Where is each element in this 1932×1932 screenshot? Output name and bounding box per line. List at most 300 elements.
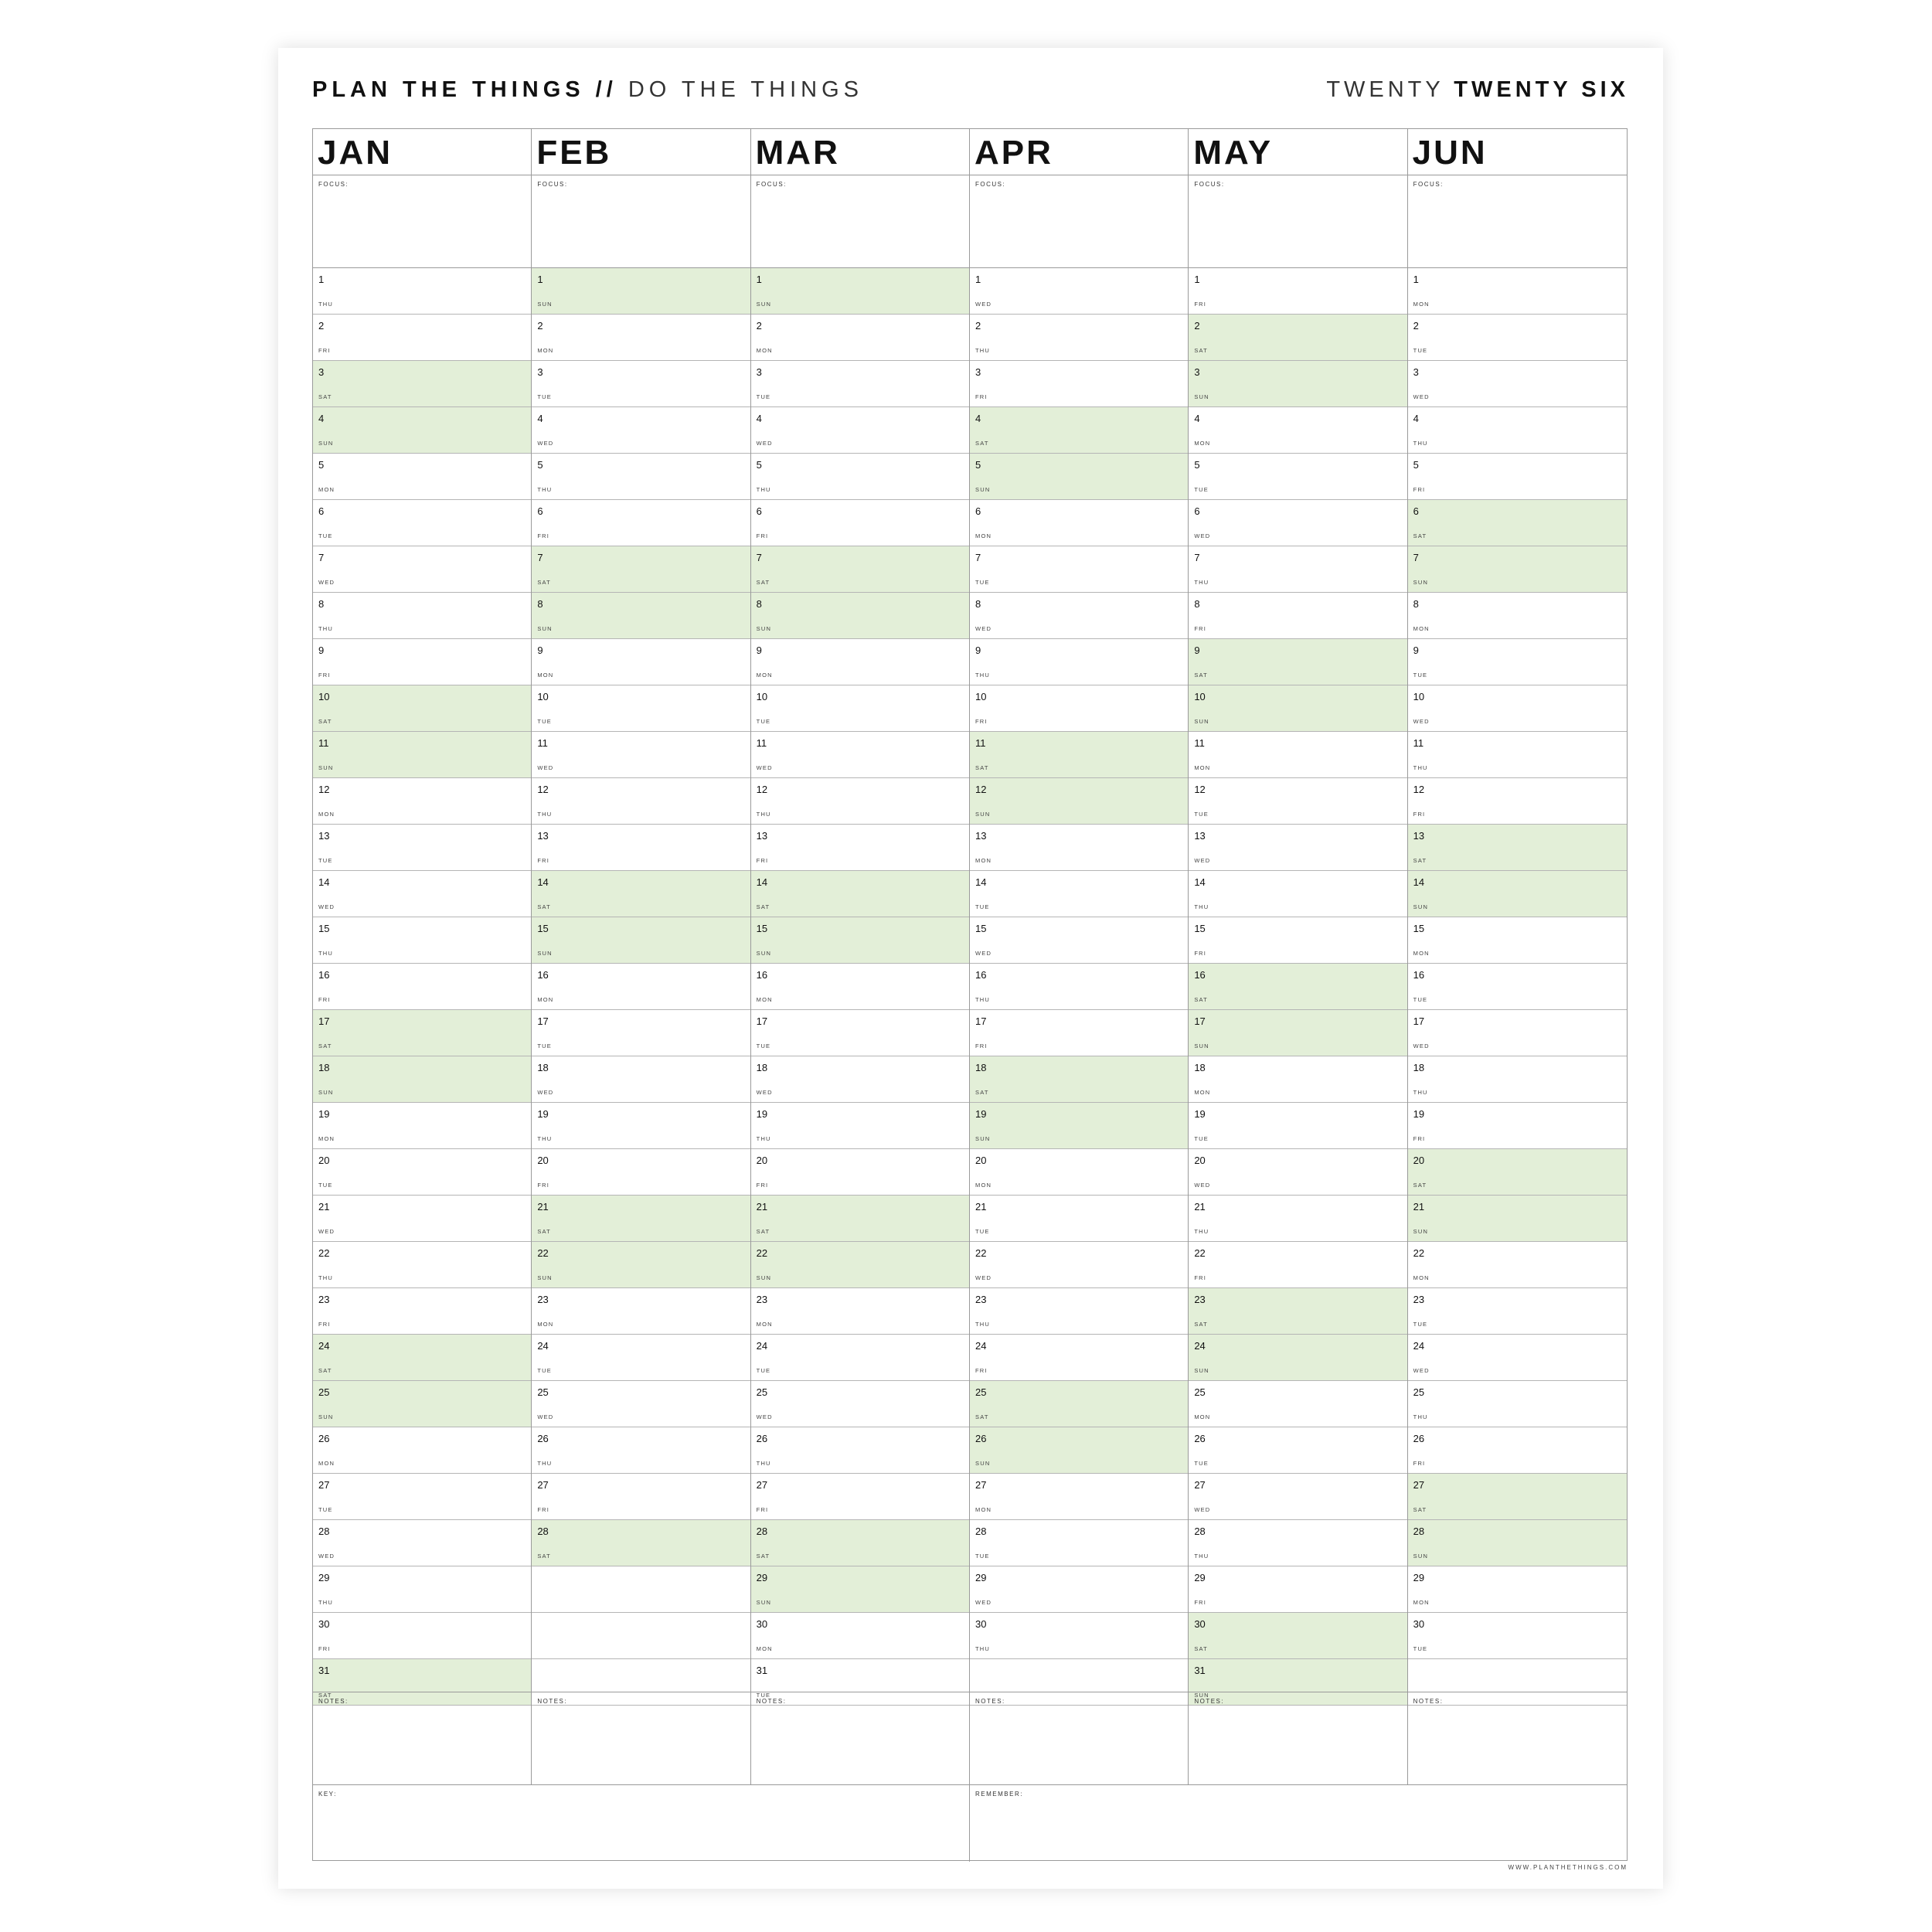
day-cell[interactable] bbox=[532, 1288, 750, 1335]
day-cell[interactable] bbox=[1189, 1196, 1406, 1242]
day-of-week: WED bbox=[537, 764, 554, 771]
day-cell[interactable] bbox=[313, 1613, 531, 1659]
day-cell[interactable] bbox=[532, 1520, 750, 1566]
day-cell[interactable] bbox=[532, 268, 750, 315]
day-cell[interactable] bbox=[1408, 1103, 1627, 1149]
day-cell[interactable] bbox=[970, 268, 1188, 315]
day-of-week: TUE bbox=[1194, 811, 1209, 818]
day-cell[interactable] bbox=[313, 1288, 531, 1335]
remember-box[interactable] bbox=[970, 1785, 1627, 1862]
day-cell[interactable] bbox=[313, 454, 531, 500]
day-cell[interactable] bbox=[532, 732, 750, 778]
day-of-week: TUE bbox=[537, 1043, 552, 1049]
day-cell[interactable] bbox=[532, 1010, 750, 1056]
day-cell[interactable] bbox=[1189, 917, 1406, 964]
day-number: 4 bbox=[537, 413, 543, 424]
day-cell[interactable] bbox=[532, 825, 750, 871]
day-cell[interactable] bbox=[1189, 1149, 1406, 1196]
day-cell[interactable] bbox=[1408, 546, 1627, 593]
day-number: 23 bbox=[1413, 1294, 1425, 1305]
day-cell[interactable] bbox=[970, 500, 1188, 546]
day-of-week: WED bbox=[1413, 1043, 1430, 1049]
day-number: 14 bbox=[1194, 876, 1206, 888]
day-cell[interactable] bbox=[751, 1566, 969, 1613]
day-cell[interactable] bbox=[1408, 1381, 1627, 1427]
empty-day-cell[interactable] bbox=[532, 1613, 750, 1659]
day-number: 18 bbox=[756, 1062, 768, 1073]
day-cell[interactable] bbox=[1408, 732, 1627, 778]
day-cell[interactable] bbox=[1408, 361, 1627, 407]
day-cell[interactable] bbox=[532, 1056, 750, 1103]
day-cell[interactable] bbox=[1189, 1242, 1406, 1288]
day-cell[interactable] bbox=[751, 1056, 969, 1103]
notes-box[interactable] bbox=[532, 1692, 750, 1784]
day-cell[interactable] bbox=[970, 1427, 1188, 1474]
day-cell[interactable] bbox=[532, 361, 750, 407]
day-cell[interactable] bbox=[1408, 964, 1627, 1010]
day-cell[interactable] bbox=[532, 546, 750, 593]
day-cell[interactable] bbox=[970, 825, 1188, 871]
day-of-week: SUN bbox=[756, 1274, 772, 1281]
day-cell[interactable] bbox=[751, 871, 969, 917]
day-cell[interactable] bbox=[532, 1103, 750, 1149]
day-cell[interactable] bbox=[970, 454, 1188, 500]
day-cell[interactable] bbox=[532, 778, 750, 825]
day-cell[interactable] bbox=[1189, 1474, 1406, 1520]
day-number: 5 bbox=[318, 459, 325, 471]
day-cell[interactable] bbox=[751, 917, 969, 964]
day-cell[interactable] bbox=[1189, 1520, 1406, 1566]
day-of-week: MON bbox=[1194, 1413, 1211, 1420]
day-of-week: THU bbox=[1194, 579, 1209, 586]
month-column-mar bbox=[751, 129, 970, 1784]
day-cell[interactable] bbox=[970, 639, 1188, 685]
day-cell[interactable] bbox=[1408, 917, 1627, 964]
month-column-may bbox=[1189, 129, 1407, 1784]
day-cell[interactable] bbox=[313, 639, 531, 685]
day-cell[interactable] bbox=[970, 1103, 1188, 1149]
day-cell[interactable] bbox=[532, 593, 750, 639]
day-cell[interactable] bbox=[970, 315, 1188, 361]
day-number: 18 bbox=[1194, 1062, 1206, 1073]
day-cell[interactable] bbox=[1189, 1288, 1406, 1335]
day-cell[interactable] bbox=[1408, 685, 1627, 732]
day-cell[interactable] bbox=[970, 1520, 1188, 1566]
day-of-week: WED bbox=[537, 1413, 554, 1420]
day-cell[interactable] bbox=[532, 1196, 750, 1242]
day-of-week: MON bbox=[537, 996, 554, 1003]
day-number: 17 bbox=[537, 1015, 549, 1027]
notes-box[interactable] bbox=[1189, 1692, 1406, 1784]
day-number: 29 bbox=[1194, 1572, 1206, 1583]
day-cell[interactable] bbox=[1408, 1242, 1627, 1288]
day-cell[interactable] bbox=[1189, 871, 1406, 917]
day-cell[interactable] bbox=[532, 315, 750, 361]
day-cell[interactable] bbox=[751, 639, 969, 685]
focus-box[interactable] bbox=[532, 175, 750, 268]
day-cell[interactable] bbox=[532, 1335, 750, 1381]
day-cell[interactable] bbox=[970, 917, 1188, 964]
day-of-week: WED bbox=[318, 1553, 335, 1560]
day-of-week: SUN bbox=[975, 1135, 991, 1142]
day-of-week: WED bbox=[1413, 1367, 1430, 1374]
day-cell[interactable] bbox=[970, 593, 1188, 639]
day-cell[interactable] bbox=[313, 964, 531, 1010]
day-cell[interactable] bbox=[970, 778, 1188, 825]
day-number: 17 bbox=[318, 1015, 330, 1027]
day-cell[interactable] bbox=[532, 639, 750, 685]
day-cell[interactable] bbox=[1408, 1566, 1627, 1613]
day-cell[interactable] bbox=[1408, 500, 1627, 546]
day-number: 29 bbox=[756, 1572, 768, 1583]
day-number: 2 bbox=[1413, 320, 1419, 332]
day-of-week: TUE bbox=[756, 393, 771, 400]
notes-box[interactable] bbox=[313, 1692, 531, 1784]
day-cell[interactable] bbox=[532, 1242, 750, 1288]
day-cell[interactable] bbox=[313, 268, 531, 315]
day-cell[interactable] bbox=[751, 1613, 969, 1659]
day-number: 13 bbox=[1413, 830, 1425, 842]
day-number: 30 bbox=[318, 1618, 330, 1630]
day-number: 17 bbox=[756, 1015, 768, 1027]
day-number: 16 bbox=[756, 969, 768, 981]
day-cell[interactable] bbox=[532, 500, 750, 546]
day-cell[interactable] bbox=[751, 593, 969, 639]
day-of-week: FRI bbox=[1194, 1274, 1207, 1281]
day-cell[interactable] bbox=[970, 361, 1188, 407]
day-cell[interactable] bbox=[1189, 1010, 1406, 1056]
day-number: 10 bbox=[318, 691, 330, 702]
day-list bbox=[751, 268, 969, 1706]
focus-box[interactable] bbox=[970, 175, 1188, 268]
day-number: 24 bbox=[756, 1340, 768, 1352]
day-number: 22 bbox=[1413, 1247, 1425, 1259]
day-cell[interactable] bbox=[751, 268, 969, 315]
day-cell[interactable] bbox=[970, 1381, 1188, 1427]
day-cell[interactable] bbox=[1408, 1474, 1627, 1520]
day-cell[interactable] bbox=[970, 871, 1188, 917]
tagline bbox=[312, 77, 863, 103]
day-number: 28 bbox=[756, 1526, 768, 1537]
day-cell[interactable] bbox=[532, 1149, 750, 1196]
day-cell[interactable] bbox=[532, 407, 750, 454]
day-cell[interactable] bbox=[970, 732, 1188, 778]
day-cell[interactable] bbox=[751, 825, 969, 871]
day-cell[interactable] bbox=[970, 1474, 1188, 1520]
day-number: 16 bbox=[975, 969, 987, 981]
day-cell[interactable] bbox=[313, 1056, 531, 1103]
day-number: 14 bbox=[318, 876, 330, 888]
notes-box[interactable] bbox=[751, 1692, 969, 1784]
day-cell[interactable] bbox=[751, 454, 969, 500]
planner-header bbox=[312, 77, 1629, 111]
day-cell[interactable] bbox=[1189, 1335, 1406, 1381]
day-cell[interactable] bbox=[1189, 407, 1406, 454]
day-number: 26 bbox=[975, 1433, 987, 1444]
day-of-week: WED bbox=[756, 764, 773, 771]
day-cell[interactable] bbox=[313, 593, 531, 639]
day-cell[interactable] bbox=[532, 917, 750, 964]
day-cell[interactable] bbox=[970, 1056, 1188, 1103]
day-cell[interactable] bbox=[1408, 825, 1627, 871]
day-cell[interactable] bbox=[313, 917, 531, 964]
empty-day-cell[interactable] bbox=[532, 1566, 750, 1613]
day-cell[interactable] bbox=[1189, 315, 1406, 361]
day-cell[interactable] bbox=[1189, 1427, 1406, 1474]
day-number: 7 bbox=[975, 552, 981, 563]
day-cell[interactable] bbox=[751, 1520, 969, 1566]
day-cell[interactable] bbox=[313, 1520, 531, 1566]
day-of-week: TUE bbox=[318, 857, 333, 864]
day-cell[interactable] bbox=[970, 546, 1188, 593]
day-cell[interactable] bbox=[1408, 1613, 1627, 1659]
day-number: 5 bbox=[1413, 459, 1419, 471]
focus-box[interactable] bbox=[1408, 175, 1627, 268]
day-number: 23 bbox=[537, 1294, 549, 1305]
day-cell[interactable] bbox=[313, 1427, 531, 1474]
notes-box[interactable] bbox=[970, 1692, 1188, 1784]
day-cell[interactable] bbox=[1408, 1520, 1627, 1566]
day-number: 2 bbox=[318, 320, 325, 332]
day-cell[interactable] bbox=[532, 1427, 750, 1474]
day-cell[interactable] bbox=[751, 361, 969, 407]
day-cell[interactable] bbox=[970, 1149, 1188, 1196]
day-list bbox=[1189, 268, 1406, 1706]
day-cell[interactable] bbox=[1189, 1103, 1406, 1149]
day-cell[interactable] bbox=[1408, 407, 1627, 454]
day-of-week: MON bbox=[537, 672, 554, 679]
day-cell[interactable] bbox=[313, 732, 531, 778]
day-of-week: SUN bbox=[756, 301, 772, 308]
day-number: 26 bbox=[318, 1433, 330, 1444]
day-cell[interactable] bbox=[751, 1196, 969, 1242]
day-cell[interactable] bbox=[313, 500, 531, 546]
day-cell[interactable] bbox=[1189, 685, 1406, 732]
day-of-week: SAT bbox=[537, 903, 551, 910]
day-number: 7 bbox=[756, 552, 762, 563]
day-of-week: MON bbox=[975, 1506, 992, 1513]
day-cell[interactable] bbox=[970, 1242, 1188, 1288]
day-cell[interactable] bbox=[1408, 454, 1627, 500]
day-cell[interactable] bbox=[970, 1196, 1188, 1242]
day-cell[interactable] bbox=[313, 361, 531, 407]
day-of-week: SUN bbox=[975, 811, 991, 818]
day-number: 9 bbox=[756, 645, 762, 656]
day-cell[interactable] bbox=[970, 1010, 1188, 1056]
year-title-bold: TWENTY SIX bbox=[1454, 77, 1629, 102]
day-cell[interactable] bbox=[313, 1474, 531, 1520]
day-number: 28 bbox=[975, 1526, 987, 1537]
day-cell[interactable] bbox=[751, 778, 969, 825]
day-cell[interactable] bbox=[532, 964, 750, 1010]
day-cell[interactable] bbox=[751, 1288, 969, 1335]
day-cell[interactable] bbox=[1408, 1196, 1627, 1242]
focus-label: FOCUS: bbox=[1413, 181, 1444, 188]
day-cell[interactable] bbox=[751, 546, 969, 593]
day-cell[interactable] bbox=[970, 1288, 1188, 1335]
day-cell[interactable] bbox=[313, 871, 531, 917]
day-cell[interactable] bbox=[313, 315, 531, 361]
day-cell[interactable] bbox=[1408, 778, 1627, 825]
day-cell[interactable] bbox=[751, 732, 969, 778]
day-cell[interactable] bbox=[1189, 268, 1406, 315]
day-cell[interactable] bbox=[1189, 732, 1406, 778]
day-number: 25 bbox=[1194, 1386, 1206, 1398]
day-cell[interactable] bbox=[1189, 361, 1406, 407]
day-number: 24 bbox=[537, 1340, 549, 1352]
day-of-week: SAT bbox=[1194, 347, 1208, 354]
day-cell[interactable] bbox=[751, 315, 969, 361]
day-cell[interactable] bbox=[1189, 1566, 1406, 1613]
day-cell[interactable] bbox=[313, 1103, 531, 1149]
day-of-week: SUN bbox=[975, 486, 991, 493]
day-of-week: FRI bbox=[318, 1321, 331, 1328]
day-cell[interactable] bbox=[1408, 1056, 1627, 1103]
day-number: 24 bbox=[1194, 1340, 1206, 1352]
day-cell[interactable] bbox=[1189, 778, 1406, 825]
day-cell[interactable] bbox=[313, 685, 531, 732]
day-cell[interactable] bbox=[1408, 1010, 1627, 1056]
day-of-week: MON bbox=[756, 1321, 773, 1328]
day-cell[interactable] bbox=[313, 1381, 531, 1427]
day-cell[interactable] bbox=[970, 964, 1188, 1010]
focus-box[interactable] bbox=[313, 175, 531, 268]
day-of-week: WED bbox=[1413, 718, 1430, 725]
day-of-week: SAT bbox=[1413, 1506, 1427, 1513]
notes-label: NOTES: bbox=[975, 1698, 1005, 1705]
day-cell[interactable] bbox=[313, 1566, 531, 1613]
day-cell[interactable] bbox=[1189, 454, 1406, 500]
day-cell[interactable] bbox=[751, 964, 969, 1010]
day-number: 20 bbox=[975, 1155, 987, 1166]
day-cell[interactable] bbox=[970, 1613, 1188, 1659]
day-number: 18 bbox=[975, 1062, 987, 1073]
day-of-week: TUE bbox=[975, 903, 990, 910]
day-cell[interactable] bbox=[1408, 871, 1627, 917]
day-cell[interactable] bbox=[532, 454, 750, 500]
day-of-week: FRI bbox=[1413, 1460, 1426, 1467]
day-cell[interactable] bbox=[532, 1474, 750, 1520]
day-number: 23 bbox=[756, 1294, 768, 1305]
day-of-week: WED bbox=[318, 903, 335, 910]
day-of-week: SAT bbox=[537, 1228, 551, 1235]
day-cell[interactable] bbox=[313, 1149, 531, 1196]
day-number: 2 bbox=[756, 320, 762, 332]
day-cell[interactable] bbox=[751, 1103, 969, 1149]
day-of-week: SUN bbox=[1194, 1367, 1209, 1374]
day-number: 12 bbox=[318, 784, 330, 795]
day-number: 6 bbox=[1413, 505, 1419, 517]
day-of-week: FRI bbox=[975, 718, 988, 725]
day-cell[interactable] bbox=[313, 1242, 531, 1288]
day-cell[interactable] bbox=[1189, 546, 1406, 593]
day-cell[interactable] bbox=[313, 1010, 531, 1056]
notes-box[interactable] bbox=[1408, 1692, 1627, 1784]
day-cell[interactable] bbox=[313, 546, 531, 593]
key-box[interactable] bbox=[313, 1785, 970, 1862]
day-of-week: SUN bbox=[537, 625, 553, 632]
day-cell[interactable] bbox=[1408, 1149, 1627, 1196]
day-cell[interactable] bbox=[751, 685, 969, 732]
day-cell[interactable] bbox=[313, 825, 531, 871]
day-cell[interactable] bbox=[751, 1474, 969, 1520]
day-cell[interactable] bbox=[751, 1010, 969, 1056]
day-of-week: TUE bbox=[1413, 1645, 1428, 1652]
day-cell[interactable] bbox=[532, 685, 750, 732]
day-cell[interactable] bbox=[751, 1381, 969, 1427]
day-number: 28 bbox=[1194, 1526, 1206, 1537]
day-cell[interactable] bbox=[970, 1335, 1188, 1381]
day-cell[interactable] bbox=[1408, 1427, 1627, 1474]
day-cell[interactable] bbox=[1408, 315, 1627, 361]
day-cell[interactable] bbox=[1189, 825, 1406, 871]
month-column-jun bbox=[1408, 129, 1627, 1784]
day-cell[interactable] bbox=[1408, 639, 1627, 685]
day-cell[interactable] bbox=[1189, 500, 1406, 546]
day-cell[interactable] bbox=[1408, 593, 1627, 639]
day-of-week: THU bbox=[1194, 1228, 1209, 1235]
day-cell[interactable] bbox=[532, 871, 750, 917]
day-cell[interactable] bbox=[1189, 593, 1406, 639]
day-number: 3 bbox=[1194, 366, 1200, 378]
day-cell[interactable] bbox=[1189, 1056, 1406, 1103]
day-of-week: THU bbox=[1194, 903, 1209, 910]
day-number: 20 bbox=[318, 1155, 330, 1166]
day-cell[interactable] bbox=[532, 1381, 750, 1427]
focus-box[interactable] bbox=[751, 175, 969, 268]
day-cell[interactable] bbox=[751, 500, 969, 546]
day-of-week: SAT bbox=[1194, 1321, 1208, 1328]
day-cell[interactable] bbox=[1189, 1381, 1406, 1427]
day-cell[interactable] bbox=[313, 778, 531, 825]
day-of-week: SUN bbox=[1194, 718, 1209, 725]
day-cell[interactable] bbox=[1189, 1613, 1406, 1659]
day-cell[interactable] bbox=[313, 1335, 531, 1381]
day-cell[interactable] bbox=[1189, 639, 1406, 685]
notes-label: NOTES: bbox=[756, 1698, 787, 1705]
day-number: 31 bbox=[318, 1665, 330, 1676]
day-cell[interactable] bbox=[1408, 1335, 1627, 1381]
day-number: 10 bbox=[1413, 691, 1425, 702]
day-number: 4 bbox=[318, 413, 325, 424]
day-number: 3 bbox=[537, 366, 543, 378]
day-cell[interactable] bbox=[751, 1242, 969, 1288]
day-cell[interactable] bbox=[313, 407, 531, 454]
day-of-week: MON bbox=[1194, 1089, 1211, 1096]
month-name: FEB bbox=[532, 129, 750, 175]
day-of-week: TUE bbox=[1413, 347, 1428, 354]
day-of-week: FRI bbox=[537, 857, 550, 864]
day-cell[interactable] bbox=[1408, 1288, 1627, 1335]
day-cell[interactable] bbox=[313, 1196, 531, 1242]
day-cell[interactable] bbox=[1408, 268, 1627, 315]
focus-box[interactable] bbox=[1189, 175, 1406, 268]
day-of-week: WED bbox=[537, 1089, 554, 1096]
day-of-week: TUE bbox=[537, 1367, 552, 1374]
day-cell[interactable] bbox=[970, 407, 1188, 454]
day-cell[interactable] bbox=[751, 407, 969, 454]
day-cell[interactable] bbox=[1189, 964, 1406, 1010]
day-number: 12 bbox=[975, 784, 987, 795]
day-of-week: MON bbox=[975, 532, 992, 539]
day-of-week: MON bbox=[1413, 625, 1430, 632]
day-of-week: FRI bbox=[537, 1182, 550, 1189]
day-cell[interactable] bbox=[751, 1149, 969, 1196]
day-cell[interactable] bbox=[970, 1566, 1188, 1613]
day-cell[interactable] bbox=[751, 1335, 969, 1381]
day-cell[interactable] bbox=[970, 685, 1188, 732]
day-cell[interactable] bbox=[751, 1427, 969, 1474]
